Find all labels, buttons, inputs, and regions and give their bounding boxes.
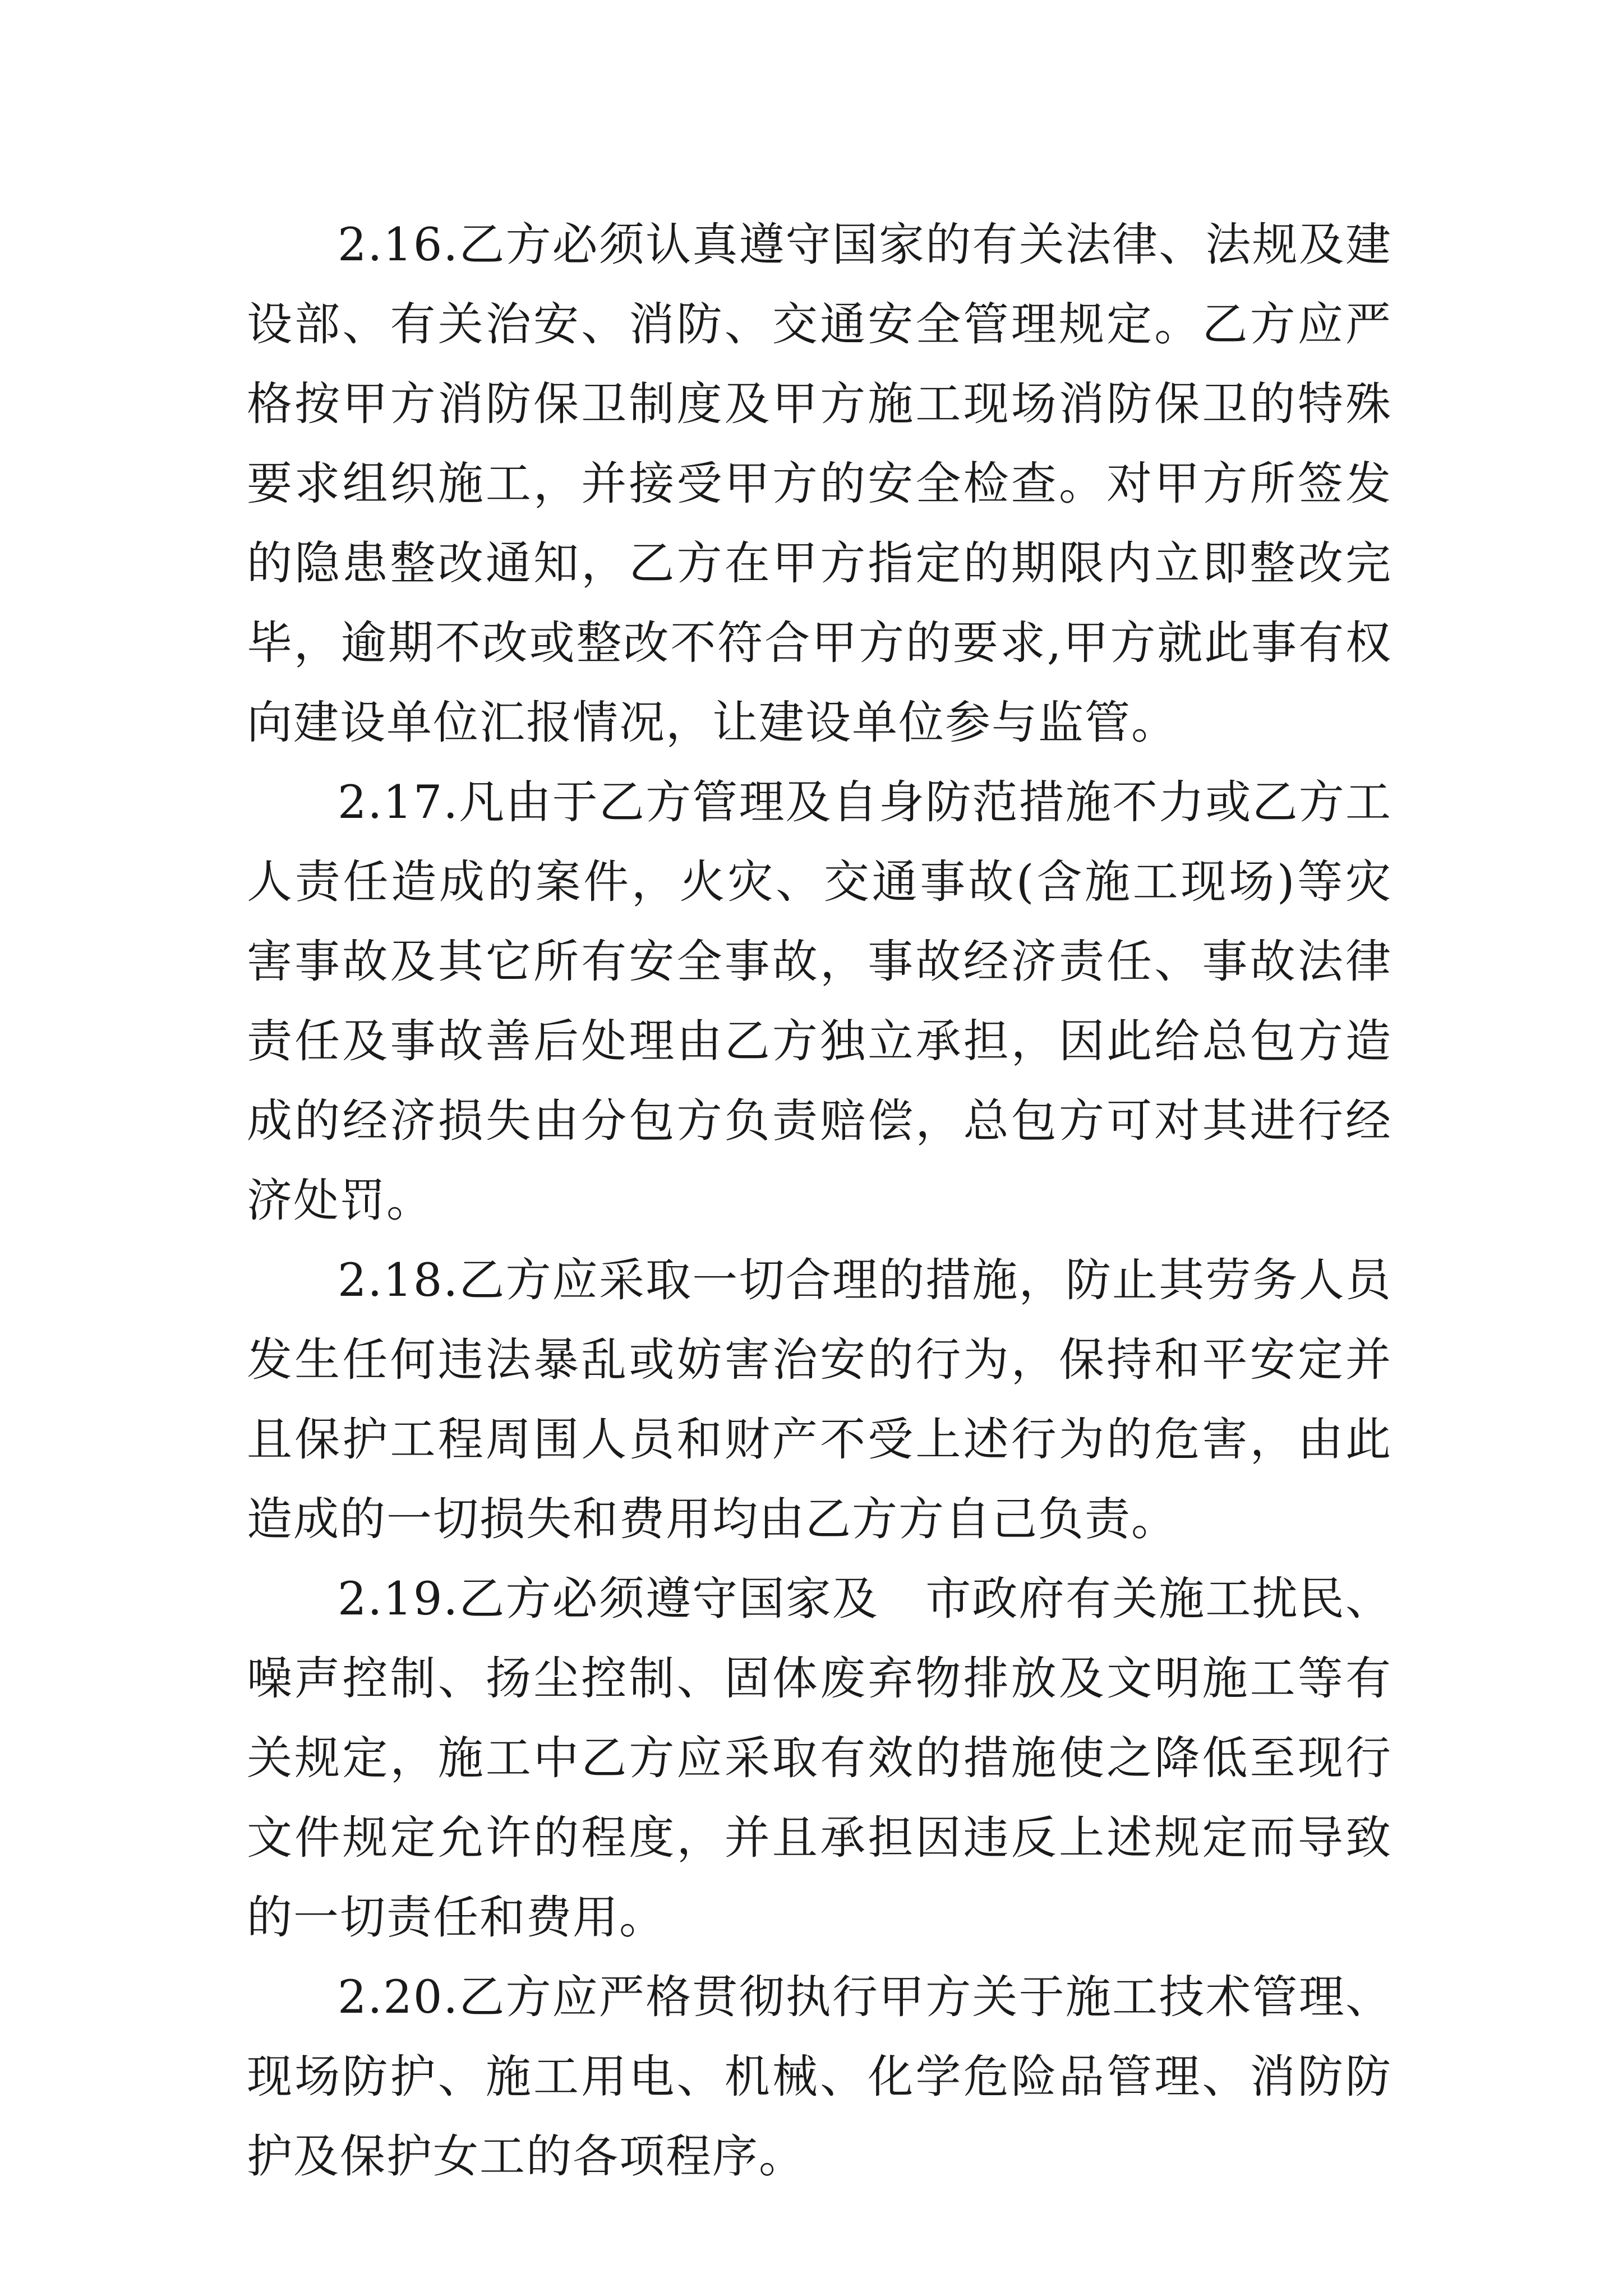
document-body bbox=[247, 205, 1392, 2197]
clause-2-20: 2.20.乙方应严格贯彻执行甲方关于施工技术管理、现场防护、施工用电、机械、化学危险品管理、消防防护及保护女工的各项程序。 bbox=[247, 1971, 1392, 2183]
clause-2-19: 2.19.乙方必须遵守国家及 市政府有关施工扰民、噪声控制、扬尘控制、固体废弃物排放及文明施工等有关规定，施工中乙方应采取有效的措施使之降低至现行文件规定允许的程度，并且承担因违反上述规定而导致的一切责任和费用。 bbox=[247, 1573, 1392, 1944]
clause-2-18: 2.18.乙方应采取一切合理的措施，防止其劳务人员发生任何违法暴乱或妨害治安的行为，保持和平安定并且保护工程周围人员和财产不受上述行为的危害，由此造成的一切损失和费用均由乙方方自己负责。 bbox=[247, 1254, 1392, 1546]
clause-2-16: 2.16.乙方必须认真遵守国家的有关法律、法规及建设部、有关治安、消防、交通安全管理规定。乙方应严格按甲方消防保卫制度及甲方施工现场消防保卫的特殊要求组织施工，并接受甲方的安全检查。对甲方所签发的隐患整改通知，乙方在甲方指定的期限内立即整改完毕，逾期不改或整改不符合甲方的要求,甲方就此事有权向建设单位汇报情况，让建设单位参与监管。 bbox=[247, 219, 1392, 749]
clause-2-17: 2.17.凡由于乙方管理及自身防范措施不力或乙方工人责任造成的案件，火灾、交通事故(含施工现场)等灾害事故及其它所有安全事故，事故经济责任、事故法律责任及事故善后处理由乙方独立承担，因此给总包方造成的经济损失由分包方负责赔偿，总包方可对其进行经济处罚。 bbox=[247, 776, 1392, 1227]
